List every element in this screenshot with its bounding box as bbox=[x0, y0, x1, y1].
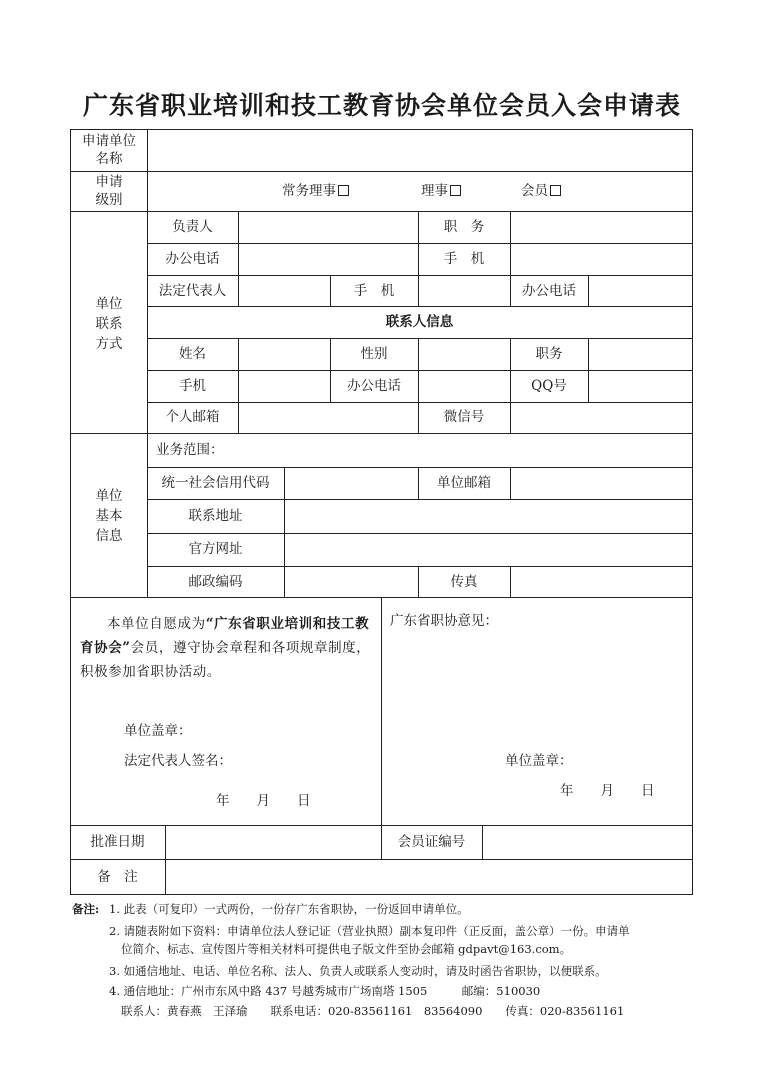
legal-rep-label: 法定代表人 bbox=[158, 283, 227, 299]
note-2-cont: 位简介、标志、宣传图片等相关材料可提供电子版文件至协会邮箱 gdpavt@163.com。 bbox=[121, 942, 572, 956]
position-label: 职 务 bbox=[443, 219, 485, 235]
col-divider bbox=[482, 825, 483, 859]
pledge-date: 年 月 日 bbox=[216, 793, 311, 809]
contact-office-phone-label: 办公电话 bbox=[347, 378, 401, 394]
checkbox-icon[interactable] bbox=[450, 185, 461, 196]
col-divider bbox=[418, 275, 419, 306]
signature-label: 法定代表人签名： bbox=[124, 753, 232, 769]
label-line: 联系 bbox=[95, 316, 123, 332]
note-3: 3. 如通信地址、电话、单位名称、法人、负责人或联系人变动时，请及时函告省职协，以便联系。 bbox=[109, 964, 607, 978]
applicant-name-label bbox=[70, 132, 148, 168]
label-line: 级别 bbox=[95, 192, 123, 208]
business-scope-label: 业务范围： bbox=[156, 442, 224, 458]
col-divider bbox=[418, 338, 419, 402]
note-4-contacts: 联系人：黄春燕 王泽瑜 联系电话：020-83561161 83564090 传真：020-83561161 bbox=[121, 1004, 625, 1018]
contact-duty-label: 职务 bbox=[535, 346, 563, 362]
notes-heading: 备注: bbox=[72, 902, 100, 916]
level-option-standing-director[interactable] bbox=[282, 182, 349, 200]
member-cert-no-label: 会员证编号 bbox=[397, 834, 466, 850]
label-line: 方式 bbox=[95, 336, 123, 352]
row-divider bbox=[147, 402, 693, 403]
col-divider bbox=[588, 275, 589, 306]
table-border-top bbox=[70, 129, 693, 130]
row-divider bbox=[147, 499, 693, 500]
checkbox-icon[interactable] bbox=[550, 185, 561, 196]
row-divider bbox=[147, 338, 693, 339]
opinion-seal-label: 单位盖章： bbox=[505, 753, 573, 769]
opinion-date: 年 月 日 bbox=[560, 783, 655, 799]
col-divider bbox=[381, 597, 382, 859]
contact-name-label: 姓名 bbox=[179, 346, 206, 362]
row-divider bbox=[147, 243, 693, 244]
col-divider bbox=[510, 402, 511, 433]
row-divider bbox=[147, 533, 693, 534]
level-label bbox=[70, 173, 148, 209]
mobile-label: 手 机 bbox=[443, 251, 485, 267]
option-label: 会员 bbox=[521, 183, 548, 199]
col-divider bbox=[238, 211, 239, 275]
col-divider bbox=[284, 467, 285, 597]
label-line: 名称 bbox=[95, 151, 123, 167]
contact-qq-label: QQ号 bbox=[531, 378, 567, 394]
credit-code-label: 统一社会信用代码 bbox=[161, 475, 270, 491]
row-divider bbox=[70, 211, 693, 212]
row-divider bbox=[147, 306, 693, 307]
office-phone-label: 办公电话 bbox=[165, 251, 220, 267]
col-divider bbox=[588, 338, 589, 402]
option-label: 理事 bbox=[421, 183, 448, 199]
label-line: 单位 bbox=[95, 296, 123, 312]
label-line: 基本 bbox=[95, 508, 123, 524]
col-divider bbox=[165, 825, 166, 894]
postcode-label: 邮政编码 bbox=[188, 574, 243, 590]
pledge-seal-label: 单位盖章： bbox=[124, 723, 192, 739]
address-label: 联系地址 bbox=[188, 508, 243, 524]
level-option-director[interactable] bbox=[421, 182, 461, 200]
label-line: 申请 bbox=[95, 174, 123, 190]
contact-mobile-label: 手机 bbox=[179, 378, 206, 394]
contact-section-label bbox=[70, 294, 148, 354]
contact-wechat-label: 微信号 bbox=[443, 409, 485, 425]
applicant-name-input[interactable] bbox=[148, 132, 692, 170]
row-divider bbox=[147, 370, 693, 371]
col-divider bbox=[238, 275, 239, 306]
contact-email-label: 个人邮箱 bbox=[165, 409, 220, 425]
col-divider bbox=[238, 402, 239, 433]
col-divider bbox=[510, 566, 511, 597]
label-line: 信息 bbox=[95, 528, 123, 544]
row-divider bbox=[70, 171, 693, 172]
pledge-statement bbox=[80, 612, 376, 684]
row-divider bbox=[147, 566, 693, 567]
person-in-charge-label: 负责人 bbox=[172, 219, 213, 235]
option-label: 常务理事 bbox=[282, 183, 336, 199]
row-divider bbox=[147, 275, 693, 276]
note-2: 2. 请随表附如下资料：申请单位法人登记证（营业执照）副本复印件（正反面，盖公章）一份。申请单 bbox=[109, 924, 630, 938]
note-4: 4. 通信地址：广州市东风中路 437 号越秀城市广场南塔 1505 邮编：510030 bbox=[109, 984, 541, 998]
note-1: 1. 此表（可复印）一式两份，一份存广东省职协，一份返回申请单位。 bbox=[109, 902, 469, 916]
level-option-member[interactable] bbox=[521, 182, 561, 200]
label-line: 单位 bbox=[95, 488, 123, 504]
col-divider bbox=[510, 211, 511, 275]
unit-email-label: 单位邮箱 bbox=[437, 475, 491, 491]
col-divider bbox=[238, 338, 239, 402]
label-line: 申请单位 bbox=[82, 133, 136, 149]
basic-section-label bbox=[70, 486, 148, 546]
pledge-org-name: “广东省职业培训和技工教育协会” bbox=[80, 616, 370, 656]
opinion-label: 广东省职协意见： bbox=[390, 613, 498, 629]
contact-gender-label: 性别 bbox=[360, 346, 388, 362]
row-divider bbox=[70, 859, 693, 860]
pledge-text: 本单位自愿成为 bbox=[107, 616, 206, 632]
contact-info-header: 联系人信息 bbox=[385, 314, 454, 330]
fax-label: 传真 bbox=[450, 574, 478, 590]
row-divider bbox=[147, 467, 693, 468]
website-label: 官方网址 bbox=[188, 541, 243, 557]
table-border-bottom bbox=[70, 894, 693, 895]
checkbox-icon[interactable] bbox=[338, 185, 349, 196]
col-divider bbox=[510, 467, 511, 499]
remarks-label: 备 注 bbox=[97, 869, 138, 885]
pledge-text: 会员，遵守协会章程和各项规章制度，积极参加省职协活动。 bbox=[80, 640, 371, 680]
legal-rep-mobile-label: 手 机 bbox=[353, 283, 395, 299]
legal-rep-office-phone-label: 办公电话 bbox=[522, 283, 576, 299]
row-divider bbox=[70, 433, 693, 434]
approval-date-label: 批准日期 bbox=[90, 834, 145, 850]
form-title: 广东省职业培训和技工教育协会单位会员入会申请表 bbox=[82, 91, 681, 120]
